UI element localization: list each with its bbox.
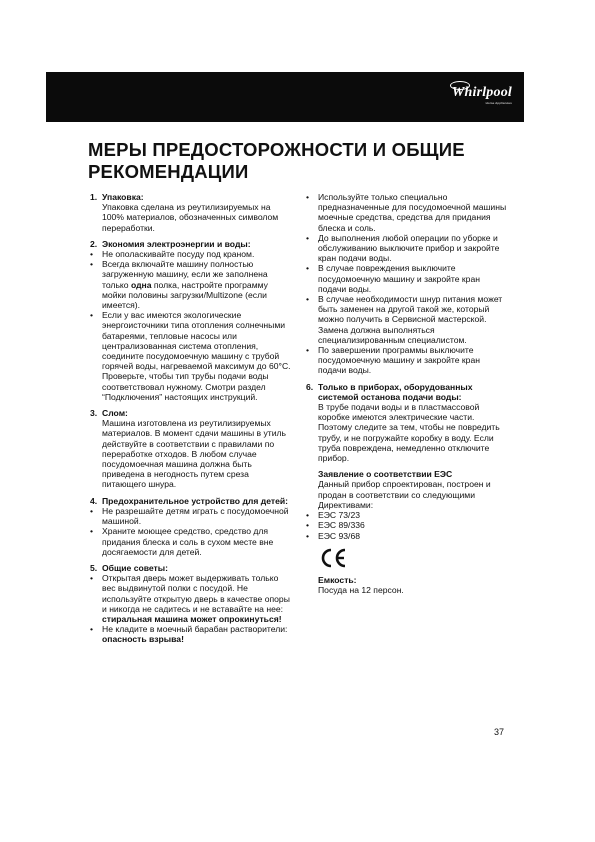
section-heading: Только в приборах, оборудованных системой останова подачи воды: [318, 381, 473, 402]
section-general-advice [90, 563, 292, 645]
list-item: • Всегда включайте машину полностью загруженную машину, если же заполнена только одна полка, настройте программу мойки половины загрузки/Multizone (если имеется). [90, 259, 268, 311]
logo-wordmark: Whirlpool [451, 85, 512, 100]
list-item: • В случае необходимости шнур питания может быть заменен на другой такой же, который можно получить в Сервисной мастерской. Замена должна выполняться специализированным специалистом. [306, 294, 503, 345]
list-item: • ЕЭС 89/336 [306, 520, 365, 531]
header-bar [46, 72, 524, 122]
section-heading: Слом: [102, 408, 128, 419]
bullet-icon: • [306, 192, 310, 202]
bullet-icon: • [306, 263, 310, 274]
bullet-icon: • [90, 310, 94, 321]
left-column [90, 192, 292, 651]
bullet-icon: • [306, 510, 310, 521]
list-item: • По завершении программы выключите посудомоечную машину и закройте кран подачи воды. [306, 345, 480, 376]
bullet-icon: • [306, 345, 310, 356]
list-item: • Используйте только специально предназначенные для посудомоечной машины моечные средства, средства для придания блеска и соль. [306, 192, 507, 233]
section-text: Упаковка сделана из реутилизируемых на 100% материалов, обозначенных символом переработки. [102, 202, 279, 233]
capacity-heading: Емкость: [318, 574, 357, 585]
section-water-stop [306, 382, 510, 464]
list-item: • ЕЭС 93/68 [306, 530, 361, 541]
section-conformity [306, 469, 510, 568]
list-item: • До выполнения любой операции по уборке и обслуживанию выключите прибор и закройте кран подачи воды. [306, 232, 500, 264]
logo-tagline: Home Appliances [485, 101, 512, 105]
page-title: МЕРЫ ПРЕДОСТОРОЖНОСТИ И ОБЩИЕ РЕКОМЕНДАЦИИ [88, 139, 465, 182]
bullet-icon: • [306, 520, 310, 531]
ce-mark-icon [318, 547, 348, 569]
list-item: • В случае повреждения выключите посудомоечную машину и закройте кран подачи воды. [306, 263, 480, 294]
section-general-advice-continued [306, 192, 510, 376]
section-child-safety [90, 496, 292, 557]
right-column [306, 192, 510, 601]
section-number: 3. [90, 408, 98, 419]
section-capacity [306, 575, 510, 595]
page-number: 37 [494, 727, 505, 737]
bullet-icon: • [90, 624, 94, 635]
list-item: • ЕЭС 73/23 [306, 510, 361, 521]
list-item: • Не разрешайте детям играть с посудомоечной машиной. [90, 505, 289, 527]
bullet-icon: • [90, 505, 94, 516]
section-heading: Упаковка: [102, 192, 144, 202]
section-energy-saving [90, 239, 292, 402]
section-text: Машина изготовлена из реутилизируемых материалов. В момент сдачи машины в утиль действуйте в соответствии с правилами по переработке отходов. В любом случае посудомоечная машина должна быть приведена в негодность путем среза питающего шнура. [102, 418, 287, 490]
section-number: 5. [90, 562, 98, 573]
conformity-heading: Заявление о соответствии ЕЭС [318, 469, 453, 480]
capacity-text: Посуда на 12 персон. [318, 584, 404, 595]
whirlpool-logo [452, 86, 512, 105]
bullet-icon: • [306, 232, 310, 243]
section-number: 4. [90, 495, 98, 506]
list-item: • Не ополаскивайте посуду под краном. [90, 249, 255, 260]
bullet-icon: • [306, 530, 310, 541]
section-disposal [90, 408, 292, 490]
conformity-text: Данный прибор спроектирован, построен и продан в соответствии со следующими Директивами: [318, 479, 491, 510]
section-heading: Предохранительное устройство для детей: [102, 495, 289, 506]
list-item: • Храните моющее средство, средство для придания блеска и соль в сухом месте вне досягаемости для детей. [90, 526, 274, 557]
bullet-icon: • [90, 259, 94, 270]
section-heading: Экономия электроэнергии и воды: [102, 238, 251, 249]
list-item: • Открытая дверь может выдерживать только вес выдвинутой полки с посудой. Не используйте открытую дверь в качестве опоры и никогда не садитесь и не вставайте на нее: стиральная машина может опрокинуться! [90, 573, 290, 624]
logo-emblem-icon [450, 81, 470, 90]
section-packaging [90, 192, 292, 233]
list-item: • Не кладите в моечный барабан растворители: опасность взрыва! [90, 624, 288, 645]
section-text: В трубе подачи воды и в пластмассовой коробке имеются электрические части. Поэтому следите за тем, чтобы не повредить трубу, и не погружайте коробку в воду. Если труба повреждена, немедленно отключите прибор. [318, 402, 500, 464]
bullet-icon: • [90, 526, 94, 537]
section-number: 2. [90, 238, 98, 249]
bullet-icon: • [306, 294, 310, 305]
bullet-icon: • [90, 573, 94, 584]
bullet-icon: • [90, 249, 94, 260]
list-item: • Если у вас имеются экологические энергоисточники типа отопления солнечными батареями, тепловые насосы или централизованная система отопления, соедините посудомоечную машину с трубой горячей воды, нагреваемой максимум до 60°C. Проверьте, чтобы тип трубы подачи воды соответствовал нужному. Смотри раздел “Подключения” настоящих инструкций. [90, 310, 291, 402]
section-number: 1. [90, 192, 98, 202]
section-number: 6. [306, 381, 314, 392]
section-heading: Общие советы: [102, 562, 168, 573]
